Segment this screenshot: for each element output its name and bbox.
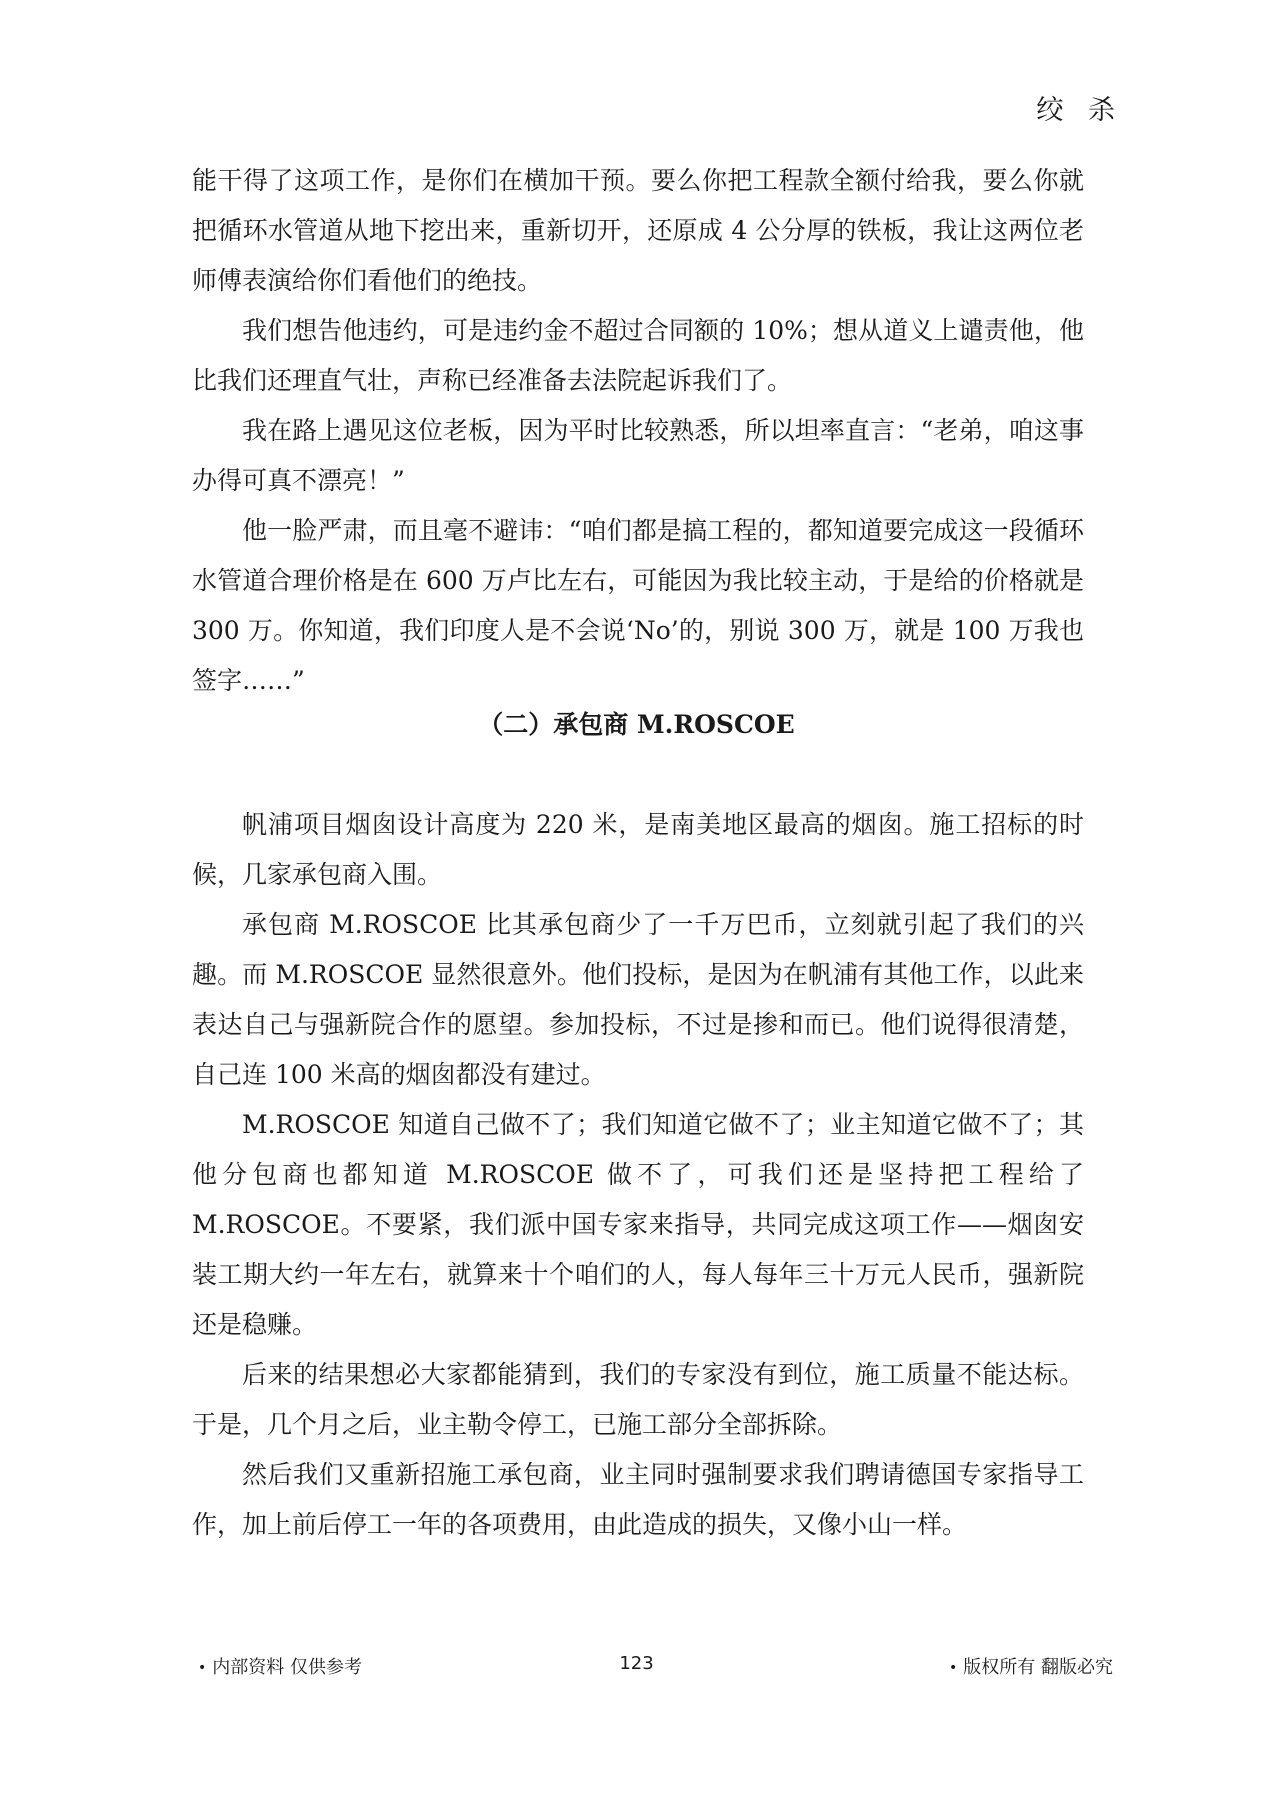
paragraph: 我在路上遇见这位老板，因为平时比较熟悉，所以坦率直言：“老弟，咱这事办得可真不漂亮！” bbox=[192, 416, 1084, 495]
paragraph: 他一脸严肃，而且毫不避讳：“咱们都是搞工程的，都知道要完成这一段循环水管道合理价格是在 600 万卢比左右，可能因为我比较主动，于是给的价格就是 300 万。你知道，我们印度人是不会说‘No’的，别说 300 万，就是 100 万我也签字……” bbox=[192, 516, 1084, 695]
paragraph: 后来的结果想必大家都能猜到，我们的专家没有到位，施工质量不能达标。于是，几个月之后，业主勒令停工，已施工部分全部拆除。 bbox=[192, 1360, 1084, 1439]
paragraph: 能干得了这项工作，是你们在横加干预。要么你把工程款全额付给我，要么你就把循环水管道从地下挖出来，重新切开，还原成 4 公分厚的铁板，我让这两位老师傅表演给你们看他们的绝技。 bbox=[192, 166, 1084, 295]
section-heading: （二）承包商 M.ROSCOE bbox=[478, 710, 795, 739]
paragraph: 我们想告他违约，可是违约金不超过合同额的 10%；想从道义上谴责他，他比我们还理直气壮，声称已经准备去法院起诉我们了。 bbox=[192, 316, 1084, 395]
running-header: 绞 杀 bbox=[1036, 95, 1123, 126]
paragraph: M.ROSCOE 知道自己做不了；我们知道它做不了；业主知道它做不了；其他分包商也都知道 M.ROSCOE 做不了，可我们还是坚持把工程给了 M.ROSCOE。不要紧，我们派中国专家来指导，共同完成这项工作——烟囱安装工期大约一年左右，就算来十个咱们的人，每人每年三十万元人民币，强新院还是稳赚。 bbox=[192, 1110, 1084, 1339]
footer-left-text: 内部资料 仅供参考 bbox=[212, 1657, 362, 1678]
footer-right-text: 版权所有 翻版必究 bbox=[963, 1657, 1113, 1678]
paragraph: 帆浦项目烟囱设计高度为 220 米，是南美地区最高的烟囱。施工招标的时候，几家承包商入围。 bbox=[192, 810, 1084, 889]
bullet-icon: • bbox=[198, 1660, 207, 1676]
body-text-bottom bbox=[192, 800, 1084, 1550]
paragraph: 承包商 M.ROSCOE 比其承包商少了一千万巴币，立刻就引起了我们的兴趣。而 M.ROSCOE 显然很意外。他们投标，是因为在帆浦有其他工作，以此来表达自己与强新院合作的愿望。参加投标，不过是掺和而已。他们说得很清楚，自己连 100 米高的烟囱都没有建过。 bbox=[192, 910, 1084, 1089]
body-text-top bbox=[192, 156, 1084, 706]
footer-right-note bbox=[949, 1655, 1113, 1681]
page-number: 123 bbox=[619, 1653, 654, 1674]
paragraph: 然后我们又重新招施工承包商，业主同时强制要求我们聘请德国专家指导工作，加上前后停工一年的各项费用，由此造成的损失，又像小山一样。 bbox=[192, 1460, 1084, 1539]
bullet-icon: • bbox=[949, 1660, 958, 1676]
